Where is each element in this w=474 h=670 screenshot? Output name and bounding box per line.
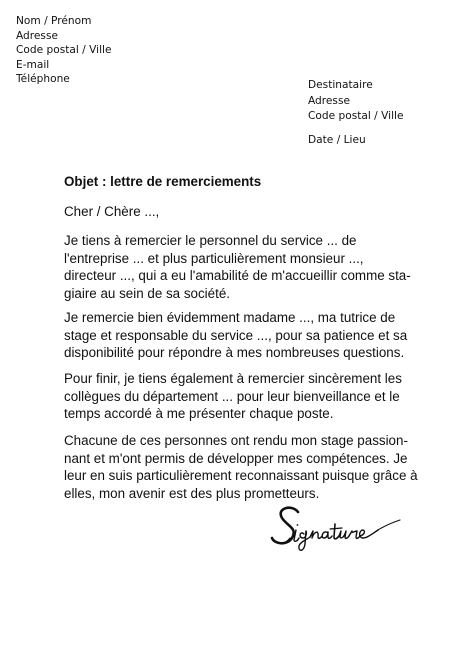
handwritten-signature <box>268 500 408 560</box>
body-paragraph <box>64 309 407 362</box>
paragraph-line: Pour finir, je tiens également à remercier sincèrement les <box>64 371 402 386</box>
salutation: Cher / Chère ..., <box>64 204 160 219</box>
letter-subject: Objet : lettre de remerciements <box>64 174 262 189</box>
body-paragraph <box>64 370 402 423</box>
paragraph-line: collègues du département ... pour leur bienveillance et le <box>64 388 400 404</box>
paragraph-line: Je tiens à remercier le personnel du service ... de <box>64 233 357 248</box>
sender-email: E-mail <box>16 58 50 71</box>
date-place: Date / Lieu <box>308 134 366 146</box>
paragraph-line: nant et m'ont permis de développer mes compétences. Je <box>64 450 408 466</box>
paragraph-line: leur en suis particulièrement reconnaissant puisque grâce à <box>64 468 418 483</box>
sender-postal-city: Code postal / Ville <box>16 44 112 56</box>
paragraph-line: elles, mon avenir est des plus prometteurs. <box>64 485 320 501</box>
paragraph-line: temps accordé à me présenter chaque poste. <box>64 406 334 421</box>
paragraph-line: l'entreprise ... et plus particulièrement monsieur ..., <box>64 250 364 266</box>
paragraph-line: Je remercie bien évidemment madame ..., ma tutrice de <box>64 310 396 325</box>
sender-address: Adresse <box>16 29 58 42</box>
sender-block <box>16 14 111 87</box>
paragraph-line: directeur ..., qui a eu l'amabilité de m'accueillir comme sta- <box>64 268 411 283</box>
paragraph-line: disponibilité pour répondre à mes nombreuses questions. <box>64 345 405 360</box>
recipient-postal-city: Code postal / Ville <box>308 110 404 122</box>
paragraph-line: stage et responsable du service ..., pour sa patience et sa <box>64 327 408 343</box>
paragraph-line: Chacune de ces personnes ont rendu mon stage passion- <box>64 433 408 448</box>
body-paragraph <box>64 232 411 302</box>
paragraph-line: giaire au sein de sa société. <box>64 285 230 301</box>
recipient-name: Destinataire <box>308 79 373 91</box>
sender-phone: Téléphone <box>16 73 70 85</box>
sender-name: Nom / Prénom <box>16 15 92 27</box>
recipient-address: Adresse <box>308 94 350 107</box>
body-paragraph <box>64 432 418 502</box>
recipient-block <box>308 78 403 125</box>
